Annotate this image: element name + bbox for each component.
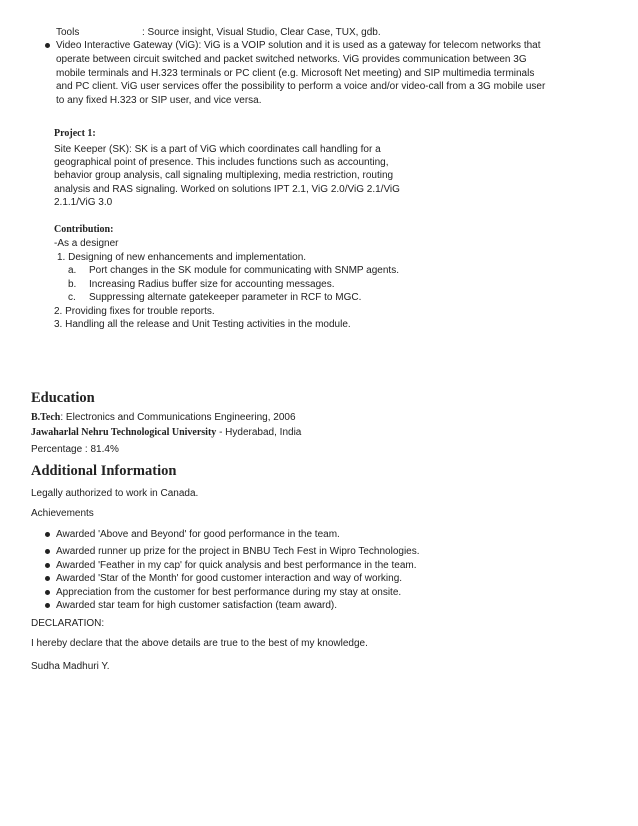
bullet-icon: [45, 43, 50, 48]
additional-heading: Additional Information: [31, 463, 177, 479]
contribution-item: 2. Providing fixes for trouble reports.: [54, 306, 215, 317]
achievement-item: Awarded 'Feather in my cap' for quick analysis and best performance in the team.: [56, 560, 417, 571]
project-line: Site Keeper (SK): SK is a part of ViG which coordinates call handling for a: [54, 144, 381, 155]
subitem-text: Port changes in the SK module for communicating with SNMP agents.: [89, 265, 399, 276]
subitem-text: Increasing Radius buffer size for accounting messages.: [89, 279, 335, 290]
authorized-text: Legally authorized to work in Canada.: [31, 488, 199, 499]
bullet-icon: [45, 576, 50, 581]
education-heading: Education: [31, 390, 95, 406]
declaration-label: DECLARATION:: [31, 618, 105, 629]
contribution-role: -As a designer: [54, 238, 119, 249]
vig-line: Video Interactive Gateway (ViG): ViG is a VOIP solution and it is used as a gateway for telecom networks that: [56, 40, 541, 51]
achievement-item: Awarded 'Star of the Month' for good customer interaction and way of working.: [56, 573, 403, 584]
contribution-item: 1. Designing of new enhancements and implementation.: [57, 252, 307, 263]
tools-value: : Source insight, Visual Studio, Clear Case, TUX, gdb.: [142, 27, 381, 38]
degree-label: B.Tech: [31, 412, 61, 423]
university-name: Jawaharlal Nehru Technological University: [31, 427, 217, 438]
percentage: Percentage : 81.4%: [31, 444, 119, 455]
project-line: geographical point of presence. This includes functions such as accounting,: [54, 157, 389, 168]
achievement-item: Awarded runner up prize for the project in BNBU Tech Fest in Wipro Technologies.: [56, 546, 420, 557]
subitem-text: Suppressing alternate gatekeeper parameter in RCF to MGC.: [89, 292, 362, 303]
project-heading: Project 1:: [54, 128, 96, 139]
project-line: 2.1.1/ViG 3.0: [54, 197, 113, 208]
university-location: - Hyderabad, India: [216, 427, 302, 438]
signature: Sudha Madhuri Y.: [31, 661, 110, 672]
contribution-heading: Contribution:: [54, 224, 114, 235]
bullet-icon: [45, 590, 50, 595]
bullet-icon: [45, 549, 50, 554]
subitem-marker: c.: [68, 292, 76, 303]
achievement-item: Awarded star team for high customer satisfaction (team award).: [56, 600, 338, 611]
achievement-item: Awarded 'Above and Beyond' for good performance in the team.: [56, 529, 340, 540]
subitem-marker: b.: [68, 279, 77, 290]
vig-line: mobile terminals and H.323 terminals or PC client (e.g. Microsoft Net meeting) and SIP multimedia terminals: [56, 68, 535, 79]
declaration-text: I hereby declare that the above details are true to the best of my knowledge.: [31, 638, 368, 649]
degree-line: [31, 411, 296, 424]
university-line: [31, 426, 301, 439]
achievement-item: Appreciation from the customer for best performance during my stay at onsite.: [56, 587, 402, 598]
vig-line: to any fixed H.323 or SIP user, and vice versa.: [56, 95, 262, 106]
project-line: analysis and RAS signaling. Worked on solutions IPT 2.1, ViG 2.0/ViG 2.1/ViG: [54, 184, 400, 195]
tools-label: Tools: [56, 27, 80, 38]
bullet-icon: [45, 603, 50, 608]
degree-value: : Electronics and Communications Engineering, 2006: [60, 412, 296, 423]
vig-line: and PC client. ViG user services offer the possibility to perform a voice and/or video-call from a 3G mobile user: [56, 81, 546, 92]
subitem-marker: a.: [68, 265, 77, 276]
vig-line: operate between circuit switched and packet switched networks. ViG provides communication between 3G: [56, 54, 527, 65]
achievements-label: Achievements: [31, 508, 94, 519]
bullet-icon: [45, 532, 50, 537]
bullet-icon: [45, 563, 50, 568]
contribution-item: 3. Handling all the release and Unit Testing activities in the module.: [54, 319, 351, 330]
project-line: behavior group analysis, call signaling multiplexing, media restriction, routing: [54, 170, 394, 181]
